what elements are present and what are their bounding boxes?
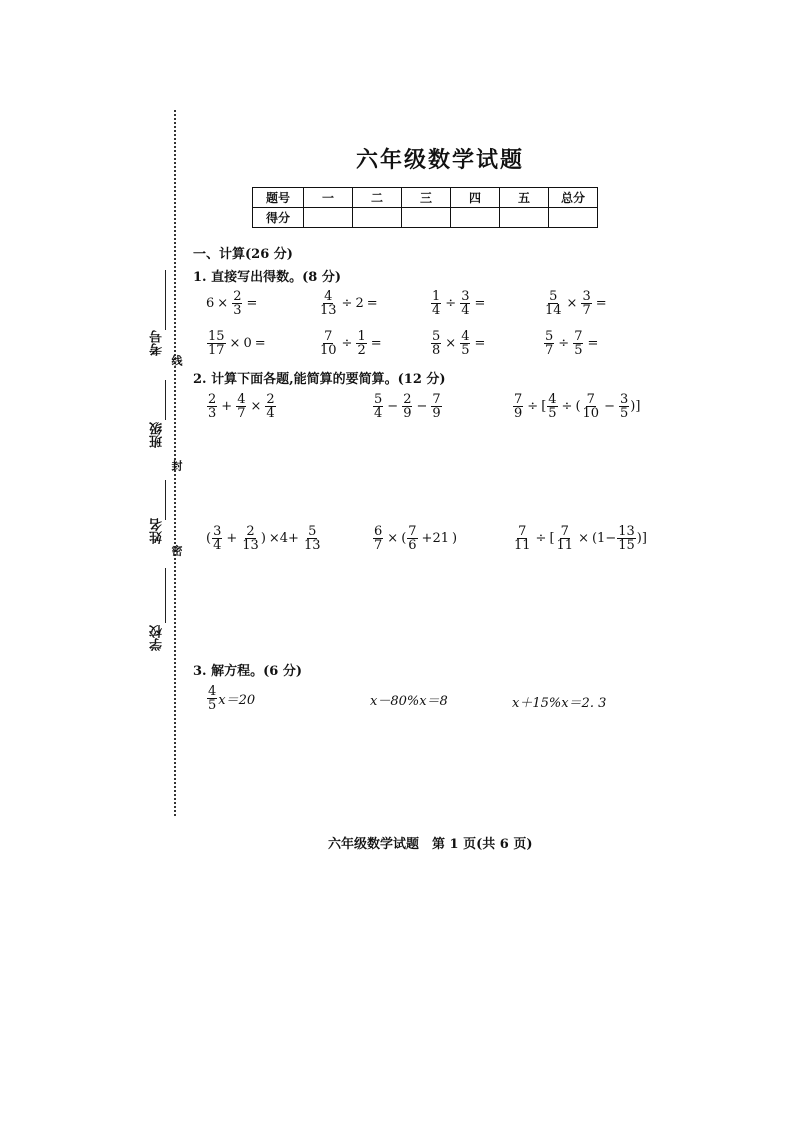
denominator: 2 <box>357 343 366 358</box>
operator: ÷ <box>558 336 570 351</box>
operand: 6 <box>206 296 215 311</box>
name-label: 姓名 <box>150 518 165 544</box>
numerator: 5 <box>545 329 554 344</box>
q2-item-3: $\frac{7}{9}$ ÷ [ $\frac{4}{5}$ ÷ ( $\frac{7}{10}$ − $\frac{3}{5}$ ) ] <box>514 392 641 421</box>
score-header: 五 <box>500 188 549 208</box>
operator: ÷ <box>341 336 353 351</box>
fraction <box>319 290 338 317</box>
operator: × <box>217 296 229 311</box>
q1-item-5 <box>206 330 269 357</box>
q1-item-4 <box>543 290 610 317</box>
numerator: 4 <box>461 329 470 344</box>
numerator: 15 <box>208 329 225 344</box>
numerator: 1 <box>432 289 441 304</box>
question-3-title: 3. 解方程。(6 分) <box>193 664 302 679</box>
denominator: 17 <box>208 343 225 358</box>
numerator: 1 <box>357 329 366 344</box>
equals: = <box>474 336 486 351</box>
q3-equation-3: x＋15%x＝2. 3 <box>512 696 607 711</box>
denominator: 7 <box>545 343 554 358</box>
score-row <box>253 208 598 228</box>
page-footer: 六年级数学试题 第 1 页(共 6 页) <box>328 837 533 852</box>
equals: = <box>587 336 599 351</box>
score-header: 一 <box>304 188 353 208</box>
school-label: 学校 <box>150 625 165 651</box>
equals: = <box>254 336 266 351</box>
fraction <box>207 330 226 357</box>
operator: × <box>229 336 241 351</box>
fraction <box>431 290 441 317</box>
fraction <box>356 330 366 357</box>
q2-item-4: ( $\frac{3}{4}$ + $\frac{2}{13}$ ) ×4+ $\frac{5}{13}$ <box>206 524 321 553</box>
fraction <box>460 330 470 357</box>
score-cell[interactable] <box>304 208 353 228</box>
q2-item-6: $\frac{7}{11}$ ÷ [ $\frac{7}{11}$ × (1− $\frac{13}{15}$ ) ] <box>514 524 647 553</box>
seal-line-mark: 线 <box>170 355 183 366</box>
score-header: 二 <box>353 188 402 208</box>
page-title: 六年级数学试题 <box>356 147 525 173</box>
denominator: 5 <box>574 343 583 358</box>
denominator: 8 <box>432 343 441 358</box>
score-header: 四 <box>451 188 500 208</box>
score-cell[interactable] <box>500 208 549 228</box>
score-cell[interactable] <box>549 208 598 228</box>
equals: = <box>474 296 486 311</box>
denominator: 13 <box>320 303 337 318</box>
denominator: 4 <box>461 303 470 318</box>
name-underline <box>165 480 166 520</box>
score-header: 题号 <box>253 188 304 208</box>
q3-equation-1: $\frac{4}{5}$ x＝20 <box>208 684 256 713</box>
operator: ÷ <box>445 296 457 311</box>
score-cell[interactable] <box>451 208 500 228</box>
question-1-title: 1. 直接写出得数。(8 分) <box>193 270 341 285</box>
q2-item-2: $\frac{5}{4}$ − $\frac{2}{9}$ − $\frac{7}{9}$ <box>374 392 441 421</box>
q1-item-1 <box>206 290 260 317</box>
class-underline <box>165 380 166 420</box>
operand: 0 <box>243 336 252 351</box>
numerator: 2 <box>233 289 242 304</box>
q2-item-5: $\frac{6}{7}$ × ( $\frac{7}{6}$ +21 ) <box>374 524 458 553</box>
numerator: 7 <box>324 329 333 344</box>
equals: = <box>370 336 382 351</box>
q1-item-8 <box>543 330 601 357</box>
q1-item-6 <box>318 330 385 357</box>
denominator: 3 <box>233 303 242 318</box>
seal-close-mark: 密 <box>170 545 183 556</box>
denominator: 7 <box>582 303 591 318</box>
denominator: 4 <box>432 303 441 318</box>
numerator: 3 <box>461 289 470 304</box>
exam-no-underline <box>165 270 166 330</box>
numerator: 7 <box>574 329 583 344</box>
score-cell[interactable] <box>402 208 451 228</box>
operand: 2 <box>355 296 364 311</box>
numerator: 5 <box>432 329 441 344</box>
q1-item-3 <box>430 290 488 317</box>
numerator: 5 <box>549 289 558 304</box>
fraction <box>544 330 554 357</box>
score-header: 三 <box>402 188 451 208</box>
denominator: 14 <box>545 303 562 318</box>
section-heading: 一、计算(26 分) <box>193 247 293 262</box>
fraction <box>431 330 441 357</box>
q1-item-2 <box>318 290 381 317</box>
q1-item-7 <box>430 330 488 357</box>
numerator: 3 <box>582 289 591 304</box>
fraction <box>573 330 583 357</box>
denominator: 5 <box>461 343 470 358</box>
operator: × <box>566 296 578 311</box>
fraction <box>581 290 591 317</box>
operator: × <box>445 336 457 351</box>
numerator: 4 <box>324 289 333 304</box>
equals: = <box>366 296 378 311</box>
fraction <box>460 290 470 317</box>
score-header: 总分 <box>549 188 598 208</box>
operator: ÷ <box>341 296 353 311</box>
score-cell[interactable] <box>353 208 402 228</box>
school-underline <box>165 568 166 623</box>
fraction <box>319 330 338 357</box>
seal-seal-mark: 封 <box>170 460 183 471</box>
score-row-label: 得分 <box>253 208 304 228</box>
score-table <box>252 187 598 228</box>
equals: = <box>246 296 258 311</box>
equation-text: x＝20 <box>218 693 256 708</box>
q2-item-1: $\frac{2}{3}$ + $\frac{4}{7}$ × $\frac{2}{4}$ <box>208 392 275 421</box>
question-2-title: 2. 计算下面各题,能简算的要简算。(12 分) <box>193 372 446 387</box>
class-label: 班级 <box>150 422 165 448</box>
exam-no-label: 考号 <box>150 330 165 356</box>
fraction <box>232 290 242 317</box>
score-header-row <box>253 188 598 208</box>
equals: = <box>595 296 607 311</box>
denominator: 10 <box>320 343 337 358</box>
fraction <box>544 290 563 317</box>
q3-equation-2: x－80%x＝8 <box>370 694 448 709</box>
